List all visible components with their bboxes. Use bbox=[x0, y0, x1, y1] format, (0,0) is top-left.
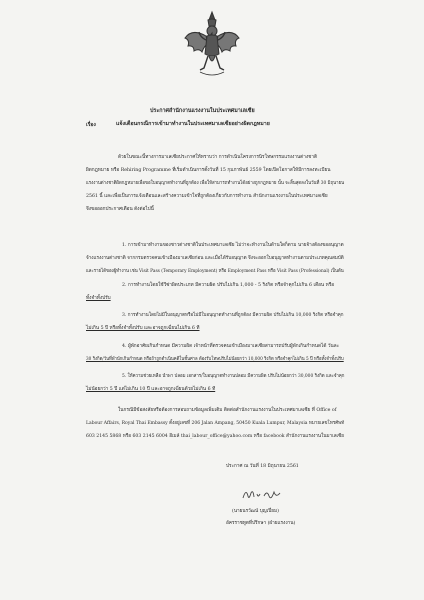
item-4-line: 30 ริงกิต/วันที่พำนักเกินกำหนด หรือถ้าถูกดำเนินคดีในชั้นศาล ต้องรับโทษปรับไม่น้อยกว่า 10,000 ริงกิต หรือจำคุกไม่เกิน 5 ปี หรือทั้งจำทั้งปรับ bbox=[86, 357, 344, 362]
item-1-line: จ้างแรงงานต่างชาติ จากกรมตรวจคนเข้าเมืองมาเลเซียก่อน และเมื่อได้รับอนุญาต จึงจะออกใบอนุญาตทำงานตามประเภทคุณสมบัติ bbox=[86, 256, 344, 261]
subject-label: เรื่อง bbox=[86, 122, 96, 128]
intro-line: จึงขอออกประกาศเตือน ดังต่อไปนี้ bbox=[86, 207, 154, 212]
notice-title: ประกาศสำนักงานแรงงานในประเทศมาเลเซีย bbox=[150, 108, 255, 114]
intro-line: ผิดกฎหมาย หรือ Rehiring Programme ที่เริ่มดำเนินการตั้งวันที่ 15 กุมภาพันธ์ 2559 โดยเปิดโอกาสให้มีการลงทะเบียน bbox=[86, 168, 331, 173]
intro-line: ด้วยในขณะนี้ทางการมาเลเซียประกาศให้ทราบว่า การดำเนินโครงการนิรโทษกรรมแรงงานต่างชาติ bbox=[118, 155, 318, 160]
contact-line: 603 2145 5868 หรือ 603 2145 6004 อีเมล์ thai_labour_office@yahoo.com หรือ facebook สำนักงานแรงงานในมาเลเซีย bbox=[86, 434, 344, 439]
date-line: ประกาศ ณ วันที่ 18 มิถุนายน 2561 bbox=[226, 464, 299, 469]
intro-line: แรงงานต่างชาติผิดกฎหมายเพื่อขอใบอนุญาตทำงานที่ถูกต้อง เพื่อให้สามารถทำงานได้อย่างถูกกฎหมาย นั้น จะสิ้นสุดลงในวันที่ 30 มิถุนายน bbox=[86, 181, 345, 186]
handwritten-signature bbox=[240, 484, 288, 504]
item-5-line: ไม่น้อยกว่า 5 ปี แต่ไม่เกิน 10 ปี และอาจถูกเฆี่ยนด้วยไม่เกิน 6 ที bbox=[86, 387, 216, 392]
item-4-line: 4. ผู้พักอาศัยเกินกำหนด มีความผิด เจ้าหน้าที่ตรวจคนเข้าเมืองมาเลเซียสามารถปรับผู้พักเกินกำหนดได้ วันละ bbox=[122, 344, 340, 349]
intro-line: 2561 นี้ และเพื่อเป็นการแจ้งเตือนและสร้างความเข้าใจที่ถูกต้องเกี่ยวกับการทำงาน สำนักงานแรงงานในประเทศมาเลเซีย bbox=[86, 194, 328, 199]
item-2-line: 2. การทำงานโดยใช้วีซ่าผิดประเภท มีความผิด ปรับไม่เกิน 1,000 - 5 ริงกิต หรือจำคุกไม่เกิน 6 เดือน หรือ bbox=[122, 283, 335, 288]
subject-text: แจ้งเตือนกรณีการเข้ามาทำงานในประเทศมาเลเซียอย่างผิดกฎหมาย bbox=[116, 121, 270, 127]
item-3-line: 3. การทำงานโดยไม่มีใบอนุญาตหรือไม่มีใบอนุญาตทำงานที่ถูกต้อง มีความผิด ปรับไม่เกิน 10,000 ริงกิต หรือจำคุก bbox=[122, 313, 344, 318]
garuda-emblem-icon bbox=[182, 10, 242, 82]
item-3-line: ไม่เกิน 5 ปี หรือทั้งจำทั้งปรับ และอาจถูกเฆี่ยนไม่เกิน 6 ที bbox=[86, 326, 200, 331]
item-5-line: 5. ให้ความช่วยเหลือ นำพา ปลอม เอกสาร/ใบอนุญาตทำงานปลอม มีความผิด ปรับไม่น้อยกว่า 30,000 ริงกิต และจำคุก bbox=[122, 374, 345, 379]
item-1-line: และรายได้ของผู้ทำงาน เช่น Visit Pass (Temporary Employment) หรือ Employment Pass หรือ Visit Pass (Professional) เป็นต้น bbox=[86, 269, 344, 274]
contact-line: ในกรณีมีข้อสงสัยหรือต้องการสอบถามข้อมูลเพิ่มเติม ติดต่อสำนักงานแรงงานในประเทศมาเลเซีย ที่ Office of bbox=[118, 408, 337, 413]
signatory-name: (นายนรวัฒน์ บุญเปี่ยม) bbox=[232, 509, 279, 514]
contact-line: Labour Affairs, Royal Thai Embassy ตั้งอยู่เลขที่ 206 Jalan Ampang, 50450 Kuala Lumpur, Malaysia หมายเลขโทรศัพท์ bbox=[86, 421, 345, 426]
item-1-line: 1. การเข้ามาทำงานของชาวต่างชาติในประเทศมาเลเซีย ไม่ว่าจะทำงานในด้านใดก็ตาม นายจ้างต้องขออนุญาต bbox=[122, 243, 344, 248]
item-2-line: ทั้งจำทั้งปรับ bbox=[86, 296, 111, 301]
signatory-position: อัครราชทูตที่ปรึกษา (ฝ่ายแรงงาน) bbox=[226, 521, 296, 526]
